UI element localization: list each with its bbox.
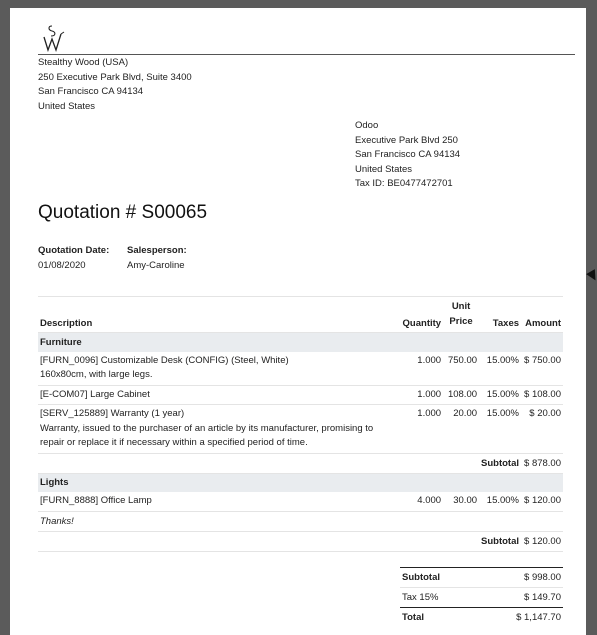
- company-logo: [42, 24, 66, 52]
- totals-total-label: Total: [400, 608, 475, 628]
- line-detail: 160x80cm, with large legs.: [40, 369, 153, 380]
- company-country: United States: [38, 100, 96, 112]
- customer-tax-id: Tax ID: BE0477472701: [355, 178, 453, 190]
- subtotal-value: $ 878.00: [521, 453, 563, 473]
- page-title: Quotation # S00065: [38, 202, 208, 223]
- line-description: [SERV_125889] Warranty (1 year): [40, 408, 185, 419]
- totals-total-value: $ 1,147.70: [475, 608, 563, 628]
- line-quantity: 4.000: [395, 492, 443, 511]
- line-amount: $ 20.00: [521, 405, 563, 454]
- totals-tax-value: $ 149.70: [475, 588, 563, 608]
- customer-address: [355, 119, 460, 192]
- line-quantity: 1.000: [395, 385, 443, 405]
- line-taxes: 15.00%: [479, 405, 521, 454]
- totals-tax-row: [400, 588, 563, 608]
- company-address: [38, 56, 192, 114]
- line-amount: $ 120.00: [521, 492, 563, 511]
- company-city: San Francisco CA 94134: [38, 86, 144, 98]
- table-row: [38, 405, 563, 454]
- subtotal-label: Subtotal: [479, 453, 521, 473]
- line-description: [FURN_0096] Customizable Desk (CONFIG) (Steel, White): [40, 354, 289, 366]
- line-amount: $ 750.00: [521, 352, 563, 386]
- line-note: Thanks!: [38, 511, 563, 531]
- line-unit-price: 30.00: [443, 492, 479, 511]
- company-street: 250 Executive Park Blvd, Suite 3400: [38, 71, 192, 83]
- salesperson-value: Amy-Caroline: [127, 259, 185, 271]
- customer-city: San Francisco CA 94134: [355, 149, 461, 161]
- note-row: [38, 511, 563, 531]
- header-divider: [38, 54, 575, 55]
- totals-tax-label: Tax 15%: [400, 588, 475, 608]
- quotation-date-label: Quotation Date:: [38, 245, 110, 256]
- section-row: [38, 333, 563, 352]
- section-row: [38, 473, 563, 492]
- subtotal-row: [38, 453, 563, 473]
- line-amount: $ 108.00: [521, 385, 563, 405]
- line-unit-price: 20.00: [443, 405, 479, 454]
- section-name: Lights: [38, 473, 563, 492]
- section-name: Furniture: [38, 333, 563, 352]
- order-lines-table: [38, 296, 563, 552]
- totals-subtotal-value: $ 998.00: [475, 568, 563, 588]
- line-quantity: 1.000: [395, 352, 443, 386]
- line-taxes: 15.00%: [479, 492, 521, 511]
- table-row: [38, 352, 563, 386]
- subtotal-label: Subtotal: [479, 531, 521, 551]
- col-quantity: Quantity: [395, 297, 443, 333]
- table-row: [38, 385, 563, 405]
- line-unit-price: 750.00: [443, 352, 479, 386]
- line-description: [E-COM07] Large Cabinet: [40, 388, 150, 400]
- subtotal-value: $ 120.00: [521, 531, 563, 551]
- subtotal-row: [38, 531, 563, 551]
- col-description: Description: [38, 297, 395, 333]
- customer-country: United States: [355, 163, 413, 175]
- company-name: Stealthy Wood (USA): [38, 57, 129, 68]
- line-taxes: 15.00%: [479, 385, 521, 405]
- line-detail: Warranty, issued to the purchaser of an article by its manufacturer, promising to repair or replace it if necessary within a specified period of time.: [40, 422, 374, 448]
- totals-subtotal-row: [400, 568, 563, 588]
- col-unit-price: Unit Price: [443, 297, 479, 333]
- salesperson: [127, 244, 187, 273]
- quotation-date: [38, 244, 109, 273]
- line-description: [FURN_8888] Office Lamp: [40, 495, 152, 506]
- customer-name: Odoo: [355, 120, 379, 131]
- totals-subtotal-label: Subtotal: [400, 568, 475, 588]
- customer-street: Executive Park Blvd 250: [355, 134, 458, 146]
- col-taxes: Taxes: [479, 297, 521, 333]
- salesperson-label: Salesperson:: [127, 245, 187, 256]
- line-quantity: 1.000: [395, 405, 443, 454]
- col-amount: Amount: [521, 297, 563, 333]
- line-unit-price: 108.00: [443, 385, 479, 405]
- mouse-cursor-icon: [586, 269, 597, 283]
- totals-table: [400, 567, 563, 628]
- totals-total-row: [400, 608, 563, 628]
- quotation-date-value: 01/08/2020: [38, 259, 86, 271]
- line-taxes: 15.00%: [479, 352, 521, 386]
- table-row: [38, 492, 563, 511]
